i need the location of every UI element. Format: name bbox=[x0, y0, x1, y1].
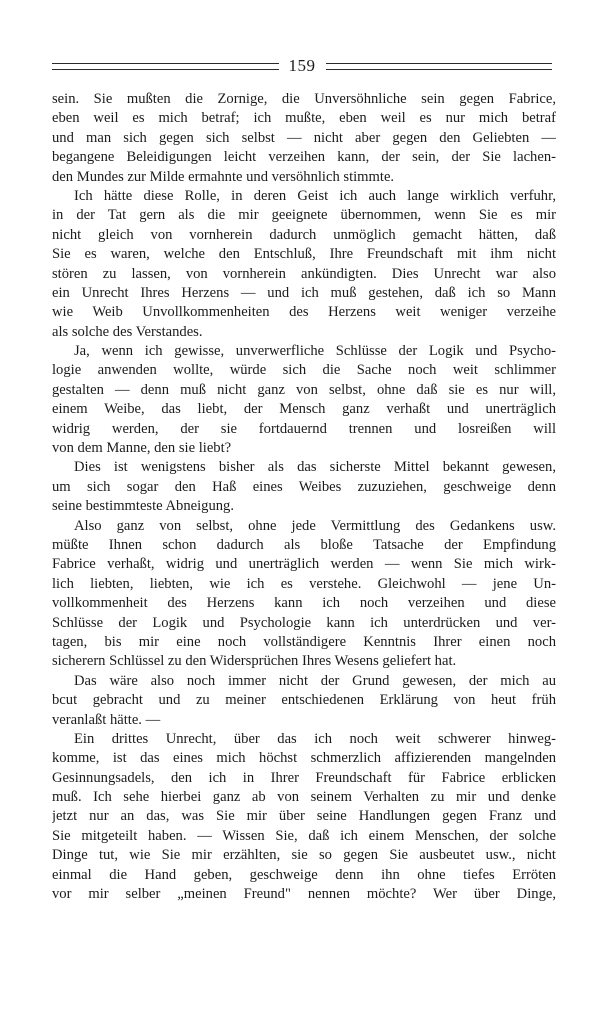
text-line: müßte Ihnen schon dadurch als bloße Tatsache der Empfindung bbox=[52, 536, 556, 553]
text-line: begangene Beleidigungen leicht verzeihen kann, der sein, der Sie lachen- bbox=[52, 149, 556, 166]
text-line: sein. Sie mußten die Zornige, die Unversöhnliche sein gegen Fabrice, bbox=[52, 91, 556, 107]
text-line: Ich hätte diese Rolle, in deren Geist ich auch lange wirklich verfuhr, bbox=[74, 187, 556, 204]
text-line: als solche des Verstandes. bbox=[52, 323, 203, 340]
text-line: Das wäre also noch immer nicht der Grund gewesen, der mich au bbox=[74, 672, 556, 689]
text-line: logie anwenden wollte, würde sich die Sache noch weit schlimmer bbox=[52, 362, 556, 379]
text-line: in der Tat gern als die mir geeignete übernommen, wenn Sie es mir bbox=[52, 207, 556, 224]
text-line: jetzt nur an das, was Sie mir über seine Handlungen gegen Franz und bbox=[52, 808, 556, 825]
text-line: tagen, bis mir eine noch vollständigere Kenntnis Ihrer einen noch bbox=[52, 633, 556, 650]
text-line: bcut gebracht und zu meiner entschiedenen Erklärung von heut früh bbox=[52, 692, 556, 709]
text-line: Fabrice verhaßt, widrig und unerträglich werden — wenn Sie mich wirk- bbox=[52, 556, 556, 573]
header-rule-right bbox=[326, 63, 553, 70]
text-line: wie Weib Unvollkommenheiten des Herzens weit weniger verzeihe bbox=[52, 304, 556, 321]
text-line: Ja, wenn ich gewisse, unverwerfliche Schlüsse der Logik und Psycho- bbox=[74, 343, 556, 360]
text-line: vor mir selber „meinen Freund" nennen möchte? Wer über Dinge, bbox=[52, 886, 556, 903]
text-line: veranlaßt hätte. — bbox=[52, 711, 161, 728]
text-line: Sie mitgeteilt haben. — Wissen Sie, daß ich einem Menschen, der solche bbox=[52, 827, 556, 844]
text-line: lich liebten, liebten, wie ich es verstehe. Gleichwohl — jene Un- bbox=[52, 575, 556, 592]
text-line: den Mundes zur Milde ermahnte und versöhnlich stimmte. bbox=[52, 168, 395, 185]
body-text bbox=[52, 90, 556, 904]
text-line: Dies ist wenigstens bisher als das sicherste Mittel bekannt gewesen, bbox=[74, 459, 556, 476]
text-line: seine bestimmteste Abneigung. bbox=[52, 498, 234, 515]
text-line: komme, ist das eines mich höchst schmerzlich affizierenden mangelnden bbox=[52, 750, 556, 767]
text-line: stören zu lassen, von vornherein ankündigten. Dies Unrecht war also bbox=[52, 265, 556, 282]
text-line: einmal die Hand geben, geschweige denn ihn ohne tiefes Erröten bbox=[52, 866, 556, 883]
header-rule-left bbox=[52, 63, 279, 70]
text-line: Schlüsse der Logik und Psychologie kann ich unterdrücken und ver- bbox=[52, 614, 556, 631]
text-line: muß. Ich sehe hierbei ganz ab von seinem Verhalten zu mir und denke bbox=[52, 789, 556, 806]
text-line: nicht gleich von vornherein dadurch unmöglich gemacht hätten, daß bbox=[52, 226, 556, 243]
text-line: von dem Manne, den sie liebt? bbox=[52, 440, 232, 457]
text-line: widrig werden, der sie fortdauernd trennen und losreißen will bbox=[52, 420, 556, 437]
text-line: einem Weibe, das liebt, der Mensch ganz verhaßt und unerträglich bbox=[52, 401, 556, 418]
page-header bbox=[52, 55, 552, 77]
text-line: eben weil es mich betraf; ich mußte, eben weil es nur mich betraf bbox=[52, 110, 556, 127]
text-line: sicherern Schlüssel zu den Widersprüchen Ihres Wesens geliefert hat. bbox=[52, 653, 457, 670]
page-number: 159 bbox=[288, 56, 316, 75]
text-line: Gesinnungsadels, den ich in Ihrer Freundschaft für Fabrice erblicken bbox=[52, 769, 556, 786]
text-line: Also ganz von selbst, ohne jede Vermittlung des Gedankens usw. bbox=[74, 517, 556, 534]
text-line: vollkommenheit des Herzens kann ich noch verzeihen und diese bbox=[52, 595, 556, 612]
text-line: Sie es waren, welche den Entschluß, Ihre Freundschaft mit ihm nicht bbox=[52, 246, 556, 263]
text-line: Dinge tut, wie Sie mir erzählten, sie so gegen Sie ausbeutet usw., nicht bbox=[52, 847, 556, 864]
text-line: gestalten — denn muß nicht ganz von selbst, ohne daß sie es nur will, bbox=[52, 381, 556, 398]
text-line: ein Unrecht Ihres Herzens — und ich muß gestehen, daß ich so Mann bbox=[52, 284, 556, 301]
text-line: Ein drittes Unrecht, über das ich noch weit schwerer hinweg- bbox=[74, 730, 556, 747]
text-line: um sich sogar den Haß eines Weibes zuzuziehen, geschweige denn bbox=[52, 478, 556, 495]
text-line: und man sich gegen sich selbst — nicht aber gegen den Geliebten — bbox=[52, 129, 556, 146]
